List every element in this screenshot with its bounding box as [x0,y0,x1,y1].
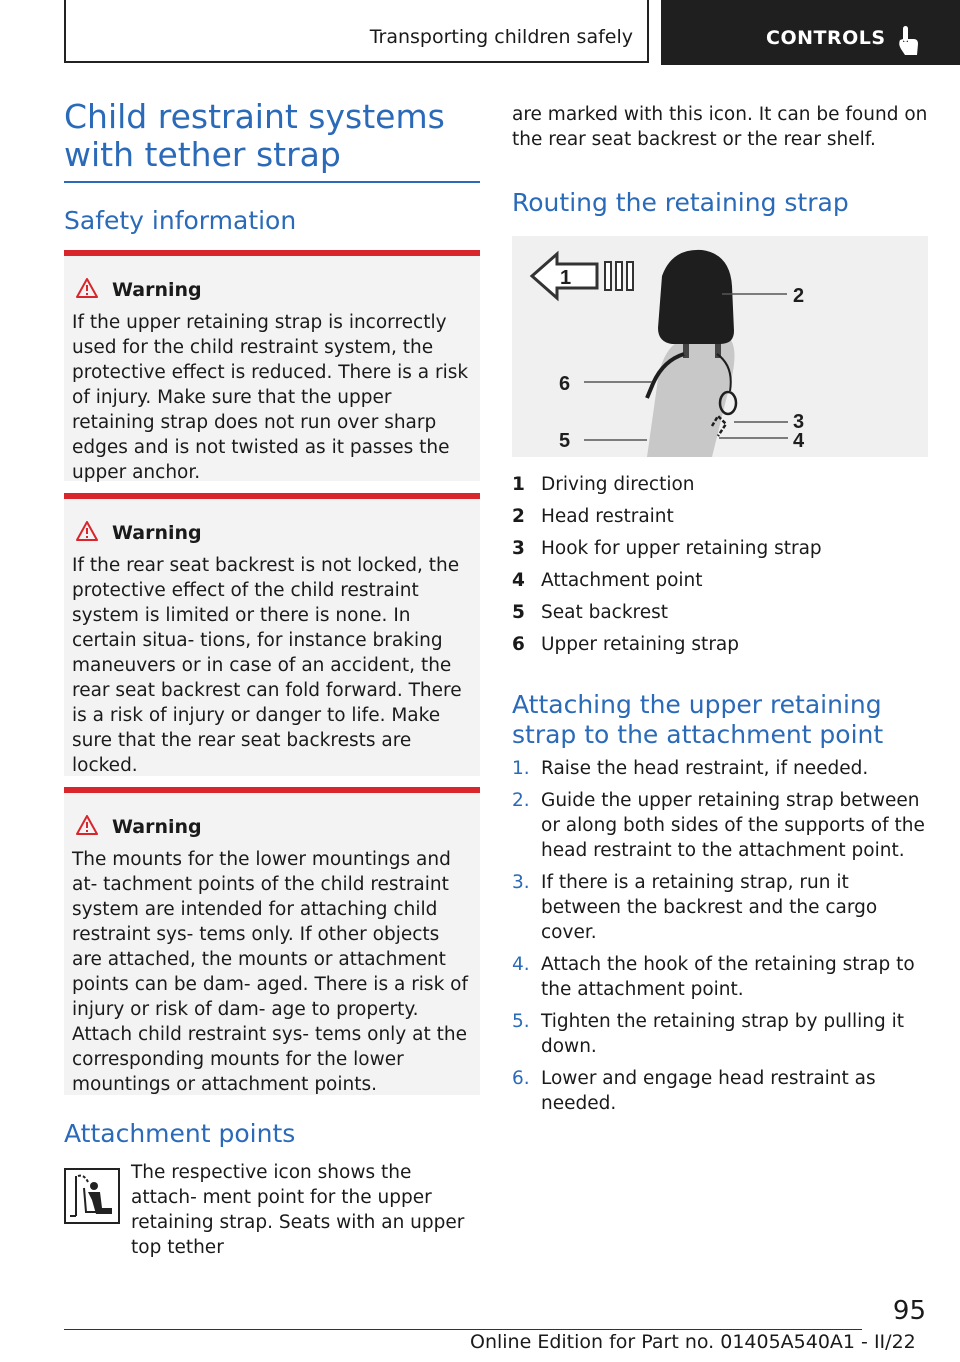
section-tab [661,0,960,65]
legend-number: 5 [512,601,525,623]
driving-direction-arrow-icon [532,254,633,298]
legend-number: 4 [512,569,525,591]
legend-item [512,468,932,500]
legend-number: 1 [512,473,525,495]
legend-label: Attachment point [541,569,703,591]
attachment-points-continued: are marked with this icon. It can be found on the rear seat backrest or the rear shelf. [512,104,928,150]
step-text: Tighten the retaining strap by pulling it down. [541,1011,905,1057]
step-text: Guide the upper retaining strap between or along both sides of the supports of the head restraint to the attachment point. [541,790,925,861]
section-label: CONTROLS [766,27,886,49]
step-text: Raise the head restraint, if needed. [541,758,869,779]
figure-label-1: 1 [560,267,572,289]
figure-label-2: 2 [793,285,805,307]
step-item [512,952,932,1002]
step-number: 6. [512,1068,530,1089]
title-rule [64,181,480,183]
safety-heading: Safety information [64,206,297,235]
warning-title: Warning [112,279,202,301]
chapter-title: Transporting children safely [369,26,633,48]
step-number: 3. [512,872,530,893]
warning-triangle-icon [76,521,98,545]
edition-text: Online Edition for Part no. 01405A540A1 - II/22 [470,1331,916,1353]
page-number: 95 [892,1296,926,1326]
legend-item [512,500,932,532]
step-number: 2. [512,790,530,811]
figure-label-6: 6 [559,373,571,395]
figure-label-4: 4 [793,430,805,452]
steps-list [512,756,932,1123]
warning-title: Warning [112,816,202,838]
legend-label: Head restraint [541,505,674,527]
legend-item [512,596,932,628]
step-text: If there is a retaining strap, run it between the backrest and the cargo cover. [541,872,878,943]
hand-pointer-icon [897,26,919,60]
page-title: Child restraint systems with tether strap [64,97,445,174]
legend-label: Seat backrest [541,601,669,623]
legend-item [512,532,932,564]
legend-number: 2 [512,505,525,527]
routing-figure [512,236,928,457]
warning-text: If the rear seat backrest is not locked, the protective effect of the child restraint system is limited or there is none. In certain situa‐ tions, for instance braking maneuvers or in case of an accident, the rear seat backrest can fold forward. There is a risk of injury or danger to life. Make sure that the rear seat backrests are locked. [72,555,462,776]
warning-text: The mounts for the lower mountings and at‐ tachment points of the child restraint system are intended for attaching child restraint sys‐ tems only. If other objects are attached, the mounts or attachment points can be dam‐ aged. There is a risk of injury or risk of dam‐ age to property. Attach child restraint sys‐ tems only at the corresponding mounts for the lower mountings or attachment points. [72,849,468,1095]
attachment-points-text: The respective icon shows the attach‐ ment point for the upper retaining strap. Seats with an upper top tether [131,1162,465,1258]
legend-label: Driving direction [541,473,695,495]
legend-number: 6 [512,633,525,655]
warning-box [64,787,480,1095]
step-number: 1. [512,758,530,779]
legend-item [512,564,932,596]
step-item [512,1066,932,1116]
step-text: Attach the hook of the retaining strap to the attachment point. [541,954,915,1000]
step-item [512,1009,932,1059]
warning-title: Warning [112,522,202,544]
head-restraint [658,250,734,344]
step-item [512,870,932,945]
figure-label-5: 5 [559,430,571,452]
figure-legend [512,468,932,660]
footer-rule [64,1329,862,1330]
figure-label-3: 3 [793,411,805,433]
child-seat-tether-icon [64,1168,120,1224]
attachment-points-heading: Attachment points [64,1119,296,1148]
warning-box [64,493,480,776]
step-item [512,756,932,781]
header-frame [64,0,649,63]
legend-number: 3 [512,537,525,559]
warning-triangle-icon [76,278,98,302]
routing-heading: Routing the retaining strap [512,188,849,217]
step-text: Lower and engage head restraint as needed. [541,1068,876,1114]
step-number: 4. [512,954,530,975]
attaching-heading: Attaching the upper retaining strap to the attachment point [512,690,884,749]
step-number: 5. [512,1011,530,1032]
warning-text: If the upper retaining strap is incorrectly used for the child restraint system, the protective effect is reduced. There is a risk of injury. Make sure that the upper retaining strap does not run over sharp edges and is not twisted as it passes the upper anchor. [72,312,469,483]
legend-label: Hook for upper retaining strap [541,537,822,559]
step-item [512,788,932,863]
warning-triangle-icon [76,815,98,839]
legend-label: Upper retaining strap [541,633,739,655]
legend-item [512,628,932,660]
warning-box [64,250,480,481]
